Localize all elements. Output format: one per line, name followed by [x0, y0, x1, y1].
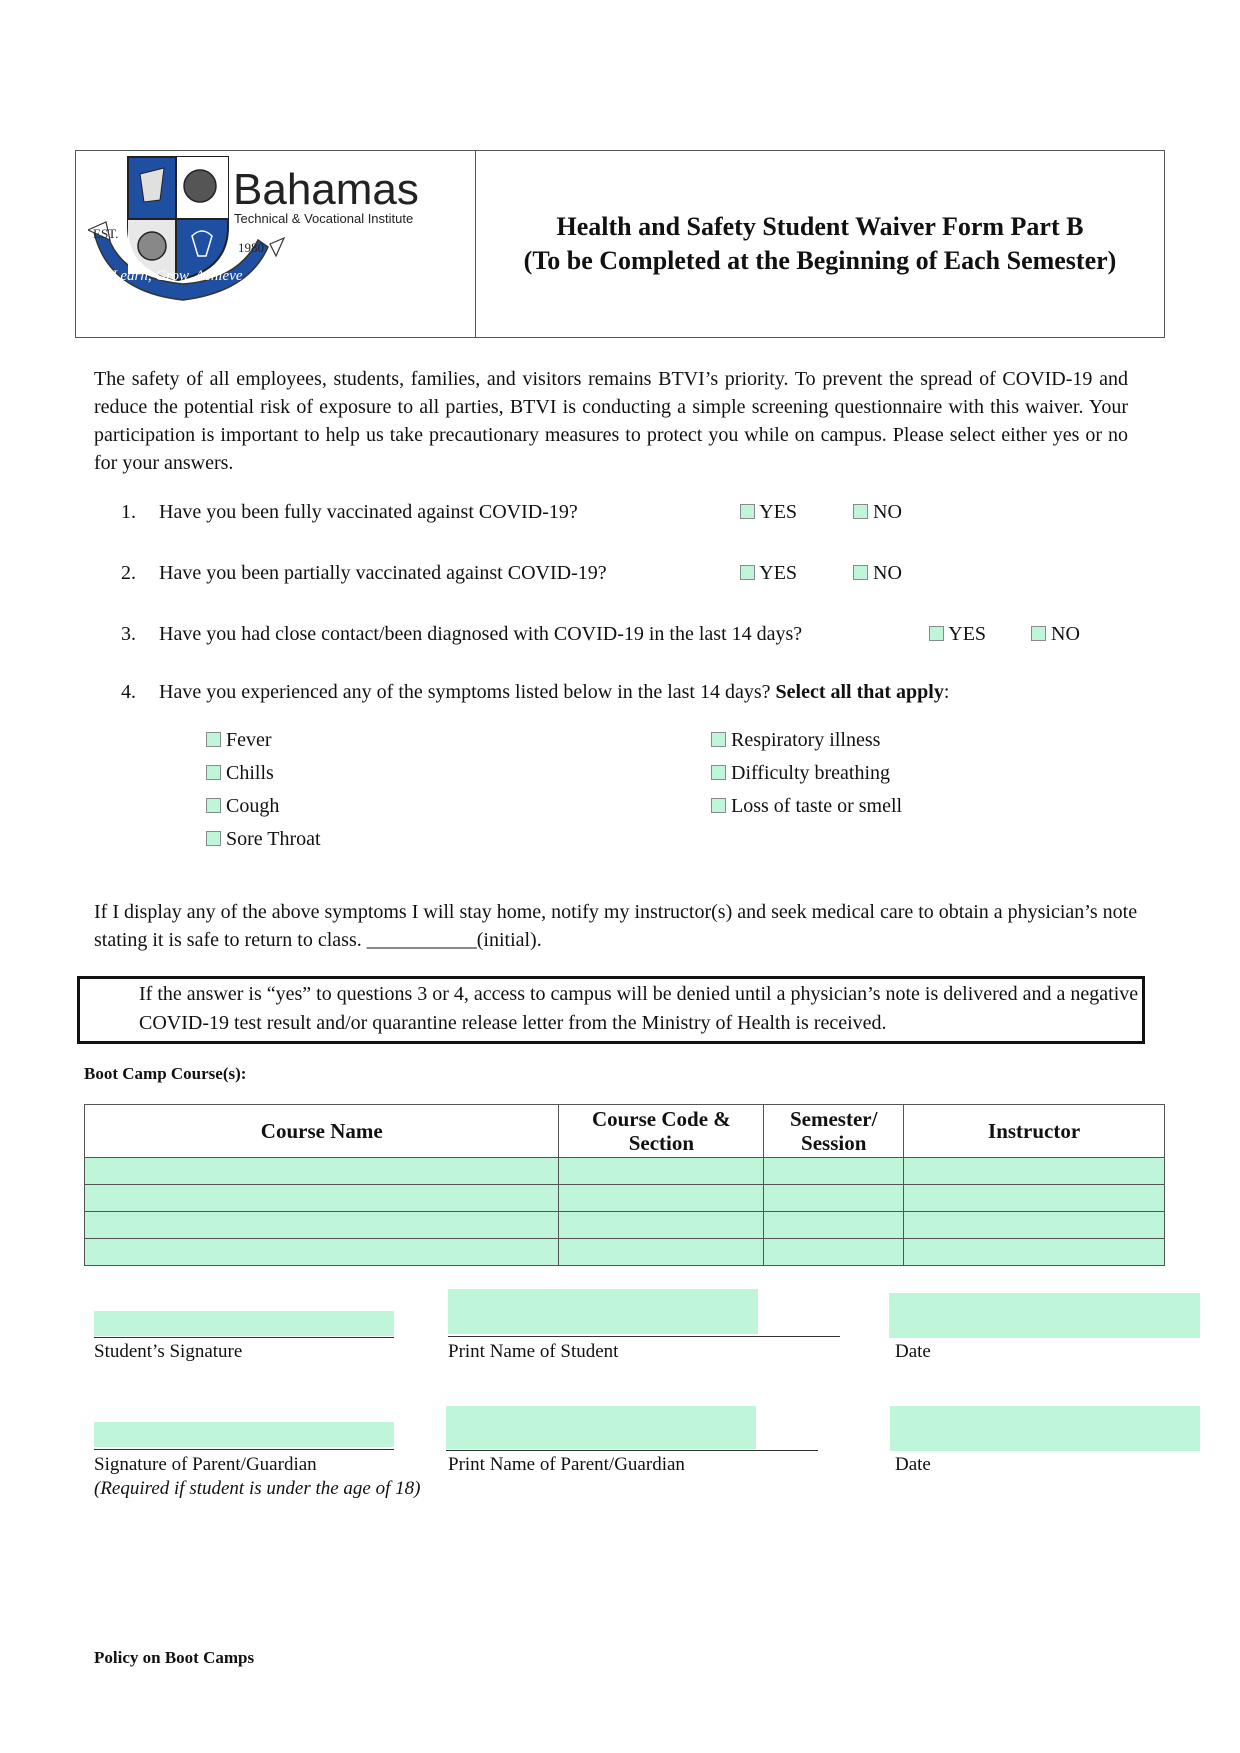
table-row	[85, 1239, 1165, 1266]
courses-header-row	[85, 1105, 1165, 1158]
btvi-logo	[88, 152, 438, 322]
course-name-field[interactable]	[85, 1239, 559, 1266]
date-label-1: Date	[895, 1341, 931, 1362]
parent-print-name-line	[446, 1450, 818, 1451]
semester-header: Semester/ Session	[764, 1105, 904, 1158]
course-name-header: Course Name	[85, 1105, 559, 1158]
est-label: EST.	[93, 226, 119, 241]
instructor-field[interactable]	[904, 1185, 1165, 1212]
semester-field[interactable]	[764, 1158, 904, 1185]
symptom-cough[interactable]: Cough	[206, 792, 279, 820]
btvi-crest-icon	[88, 152, 438, 322]
question-1-text: Have you been fully vaccinated against COVID-19?	[159, 501, 578, 523]
instructor-field[interactable]	[904, 1212, 1165, 1239]
parent-required-note: (Required if student is under the age of 18)	[94, 1478, 421, 1499]
semester-field[interactable]	[764, 1212, 904, 1239]
table-row	[85, 1212, 1165, 1239]
question-1-yes-checkbox[interactable]	[740, 504, 755, 519]
semester-field[interactable]	[764, 1239, 904, 1266]
question-2-no[interactable]: NO	[853, 559, 902, 587]
parent-print-name-label: Print Name of Parent/Guardian	[448, 1454, 685, 1475]
course-code-field[interactable]	[559, 1239, 764, 1266]
question-4-text: Have you experienced any of the symptoms listed below in the last 14 days? Select all that apply:	[159, 681, 950, 703]
student-signature-field[interactable]	[94, 1311, 394, 1336]
question-1-yes[interactable]: YES	[740, 498, 797, 526]
course-name-field[interactable]	[85, 1185, 559, 1212]
question-1-no[interactable]: NO	[853, 498, 902, 526]
question-2-no-checkbox[interactable]	[853, 565, 868, 580]
question-4-instruction: Select all that apply	[775, 681, 944, 703]
semester-field[interactable]	[764, 1185, 904, 1212]
symptom-loss-of-taste-checkbox[interactable]	[711, 798, 726, 813]
symptom-fever[interactable]: Fever	[206, 726, 272, 754]
symptom-difficulty-breathing-checkbox[interactable]	[711, 765, 726, 780]
date-field-1[interactable]	[889, 1293, 1200, 1338]
logo-name: Bahamas	[233, 165, 419, 214]
notice-text: If the answer is “yes” to questions 3 or 4, access to campus will be denied until a physician’s note is delivered and a negative COVID-19 test result and/or quarantine release letter from the Ministry of Health is received.	[139, 983, 1139, 1034]
symptom-fever-checkbox[interactable]	[206, 732, 221, 747]
course-code-header: Course Code & Section	[559, 1105, 764, 1158]
symptom-cough-checkbox[interactable]	[206, 798, 221, 813]
symptom-chills-checkbox[interactable]	[206, 765, 221, 780]
table-row	[85, 1158, 1165, 1185]
table-row	[85, 1185, 1165, 1212]
course-code-field[interactable]	[559, 1158, 764, 1185]
course-code-field[interactable]	[559, 1185, 764, 1212]
parent-signature-label: Signature of Parent/Guardian	[94, 1454, 317, 1475]
student-signature-line	[94, 1337, 394, 1338]
date-label-2: Date	[895, 1454, 931, 1475]
form-title-line2: (To be Completed at the Beginning of Each Semester)	[523, 246, 1117, 275]
question-2-number: 2.	[121, 562, 136, 584]
question-3-no[interactable]: NO	[1031, 620, 1080, 648]
form-title	[476, 210, 1164, 278]
date-field-2[interactable]	[890, 1406, 1200, 1451]
question-4-number: 4.	[121, 681, 136, 703]
parent-print-name-field[interactable]	[446, 1406, 756, 1449]
intro-paragraph: The safety of all employees, students, families, and visitors remains BTVI’s priority. To prevent the spread of COVID-19 and reduce the potential risk of exposure to all parties, BTVI is conducting a simple screening questionnaire with this waiver. Your participation is important to help us take precautionary measures to protect you while on campus. Please select either yes or no for your answers.	[94, 368, 1128, 474]
course-name-field[interactable]	[85, 1212, 559, 1239]
question-3-yes[interactable]: YES	[929, 620, 986, 648]
question-3-no-checkbox[interactable]	[1031, 626, 1046, 641]
logo-subtitle: Technical & Vocational Institute	[234, 211, 414, 226]
question-1-number: 1.	[121, 501, 136, 523]
question-2-yes-checkbox[interactable]	[740, 565, 755, 580]
student-print-name-field[interactable]	[448, 1289, 758, 1334]
parent-signature-line	[94, 1449, 394, 1450]
course-name-field[interactable]	[85, 1158, 559, 1185]
question-1-no-checkbox[interactable]	[853, 504, 868, 519]
parent-signature-field[interactable]	[94, 1422, 394, 1447]
question-3-text: Have you had close contact/been diagnosed with COVID-19 in the last 14 days?	[159, 623, 803, 645]
instructor-field[interactable]	[904, 1239, 1165, 1266]
question-3-yes-checkbox[interactable]	[929, 626, 944, 641]
student-print-name-label: Print Name of Student	[448, 1341, 619, 1362]
form-title-line1: Health and Safety Student Waiver Form Part B	[556, 212, 1084, 241]
footer-heading: Policy on Boot Camps	[94, 1648, 255, 1667]
instructor-field[interactable]	[904, 1158, 1165, 1185]
instructor-header: Instructor	[904, 1105, 1165, 1158]
courses-heading: Boot Camp Course(s):	[84, 1064, 247, 1083]
courses-table	[84, 1104, 1165, 1266]
symptom-sore-throat-checkbox[interactable]	[206, 831, 221, 846]
year-label: 1980	[238, 240, 264, 255]
symptom-respiratory-illness[interactable]: Respiratory illness	[711, 726, 880, 754]
question-2-text: Have you been partially vaccinated against COVID-19?	[159, 562, 607, 584]
initial-blank[interactable]: ___________	[366, 929, 477, 951]
student-signature-label: Student’s Signature	[94, 1341, 243, 1362]
pledge-paragraph: If I display any of the above symptoms I will stay home, notify my instructor(s) and seek medical care to obtain a physician’s note stating it is safe to return to class. ___________(initial).	[94, 901, 1138, 951]
symptom-respiratory-illness-checkbox[interactable]	[711, 732, 726, 747]
course-code-field[interactable]	[559, 1212, 764, 1239]
symptom-sore-throat[interactable]: Sore Throat	[206, 825, 321, 853]
motto-text: Learn, Grow, Achieve	[112, 268, 243, 284]
symptom-chills[interactable]: Chills	[206, 759, 274, 787]
symptom-loss-of-taste[interactable]: Loss of taste or smell	[711, 792, 902, 820]
question-2-yes[interactable]: YES	[740, 559, 797, 587]
student-print-name-line	[448, 1336, 840, 1337]
question-3-number: 3.	[121, 623, 136, 645]
symptom-difficulty-breathing[interactable]: Difficulty breathing	[711, 759, 890, 787]
